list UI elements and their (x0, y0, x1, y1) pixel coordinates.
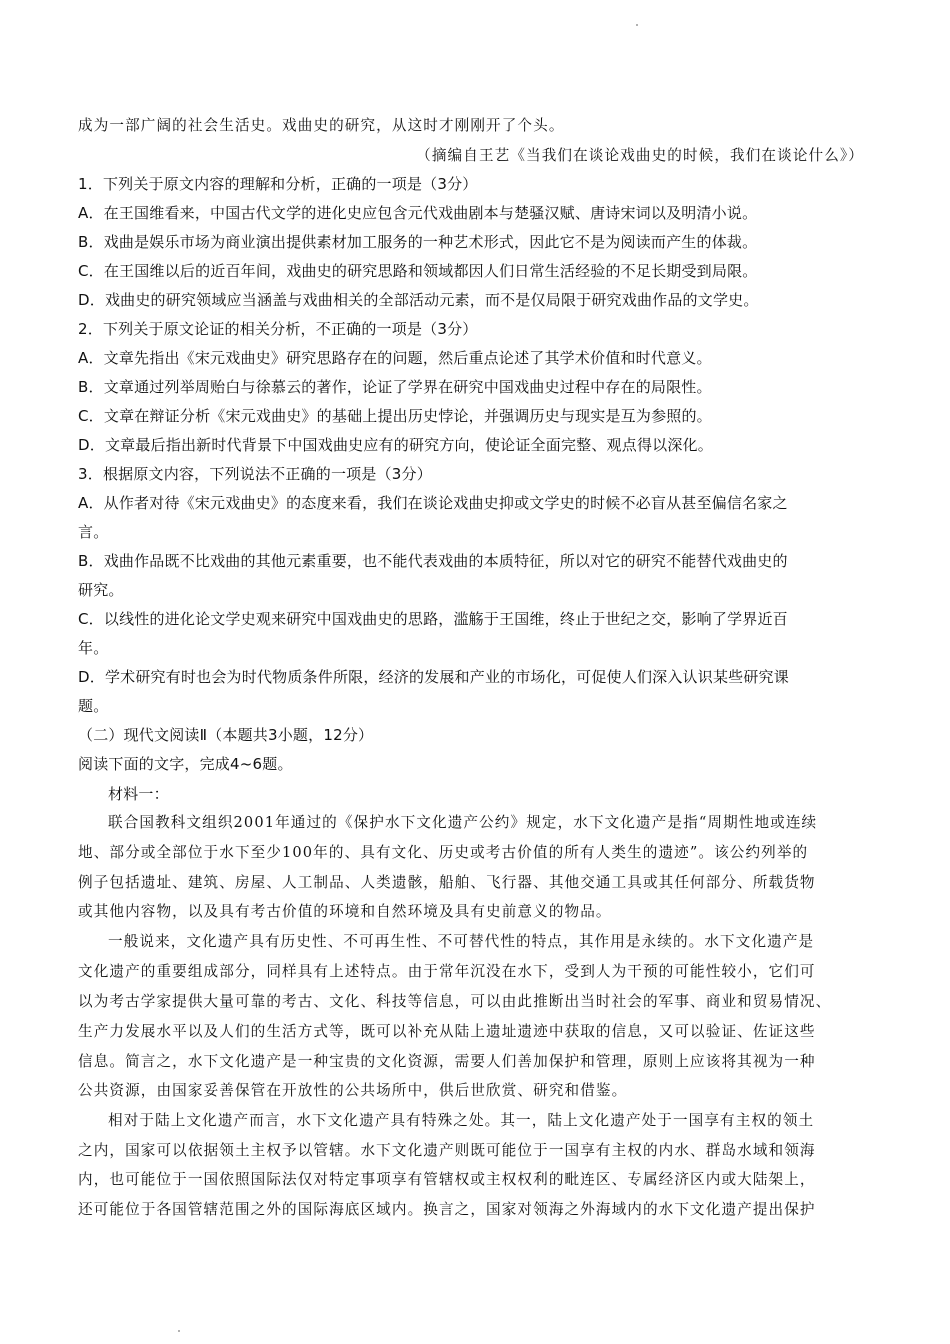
question-3-option-d: D．学术研究有时也会为时代物质条件所限，经济的发展和产业的市场化，可促使人们深入认识某些研究课 (78, 668, 789, 686)
question-1-option-b: B．戏曲是娱乐市场为商业演出提供素材加工服务的一种艺术形式，因此它不是为阅读而产生的体裁。 (78, 233, 758, 251)
paragraph-2-line-4: 生产力发展水平以及人们的生活方式等，既可以补充从陆上遗址遗迹中获取的信息，又可以验证、佐证这些 (78, 1023, 816, 1040)
question-2-option-b: B．文章通过列举周贻白与徐慕云的著作，论证了学界在研究中国戏曲史过程中存在的局限性。 (78, 378, 712, 396)
section-2-heading: （二）现代文阅读Ⅱ（本题共3小题，12分） (78, 726, 374, 744)
paragraph-1-line-1: 联合国教科文组织2001年通过的《保护水下文化遗产公约》规定，水下文化遗产是指“周期性地或连续 (108, 814, 818, 831)
question-3-option-a: A．从作者对待《宋元戏曲史》的态度来看，我们在谈论戏曲史抑或文学史的时候不必盲从甚至偏信名家之 (78, 494, 788, 512)
question-3-option-c-wrap: 年。 (78, 639, 109, 657)
scan-speck (178, 1330, 180, 1332)
paragraph-3-line-1: 相对于陆上文化遗产而言，水下文化遗产具有特殊之处。其一，陆上文化遗产处于一国享有主权的领土 (108, 1112, 815, 1129)
question-3-option-b-wrap: 研究。 (78, 581, 124, 599)
question-1-option-a: A．在王国维看来，中国古代文学的进化史应包含元代戏曲剧本与楚骚汉赋、唐诗宋词以及明清小说。 (78, 204, 758, 222)
passage-closing-line: 成为一部广阔的社会生活史。戏曲史的研究，从这时才刚刚开了个头。 (78, 117, 565, 134)
paragraph-1-line-4: 或其他内容物，以及具有考古价值的环境和自然环境及具有史前意义的物品。 (78, 903, 612, 920)
question-2-option-c: C．文章在辩证分析《宋元戏曲史》的基础上提出历史悖论，并强调历史与现实是互为参照的。 (78, 407, 712, 425)
section-2-instruction: 阅读下面的文字，完成4~6题。 (78, 755, 293, 773)
paragraph-2-line-5: 信息。简言之，水下文化遗产是一种宝贵的文化资源，需要人们善加保护和管理，原则上应该将其视为一种 (78, 1053, 816, 1070)
question-3-option-c: C．以线性的进化论文学史观来研究中国戏曲史的思路，滥觞于王国维，终止于世纪之交，影响了学界近百 (78, 610, 788, 628)
paragraph-1-line-2: 地、部分或全部位于水下至少100年的、具有文化、历史或考古价值的所有人类生的遗迹”。该公约列举的 (78, 844, 809, 861)
paragraph-1-line-3: 例子包括遗址、建筑、房屋、人工制品、人类遗骸，船舶、飞行器、其他交通工具或其任何部分、所载货物 (78, 874, 816, 891)
paragraph-2-line-3: 以为考古学家提供大量可靠的考古、文化、科技等信息，可以由此推断出当时社会的军事、商业和贸易情况、 (78, 993, 832, 1010)
question-2-option-d: D．文章最后指出新时代背景下中国戏曲史应有的研究方向，使论证全面完整、观点得以深化。 (78, 436, 713, 454)
question-2-option-a: A．文章先指出《宋元戏曲史》研究思路存在的问题，然后重点论述了其学术价值和时代意义。 (78, 349, 712, 367)
question-3-option-b: B．戏曲作品既不比戏曲的其他元素重要，也不能代表戏曲的本质特征，所以对它的研究不能替代戏曲史的 (78, 552, 788, 570)
material-1-label: 材料一： (108, 785, 169, 803)
question-3-option-a-wrap: 言。 (78, 523, 109, 541)
question-1-stem: 1．下列关于原文内容的理解和分析，正确的一项是（3分） (78, 175, 478, 193)
paragraph-2-line-2: 文化遗产的重要组成部分，同样具有上述特点。由于常年沉没在水下，受到人为干预的可能性较小，它们可 (78, 963, 816, 980)
paragraph-3-line-3: 内，也可能位于一国依照国际法仅对特定事项享有管辖权或主权权利的毗连区、专属经济区内或大陆架上， (78, 1171, 816, 1188)
question-3-option-d-wrap: 题。 (78, 697, 109, 715)
paragraph-2-line-1: 一般说来，文化遗产具有历史性、不可再生性、不可替代性的特点，其作用是永续的。水下文化遗产是 (108, 933, 815, 950)
paragraph-3-line-2: 之内，国家可以依据领土主权予以管辖。水下文化遗产则既可能位于一国享有主权的内水、群岛水域和领海 (78, 1142, 816, 1159)
question-1-option-c: C．在王国维以后的近百年间，戏曲史的研究思路和领域都因人们日常生活经验的不足长期受到局限。 (78, 262, 758, 280)
question-1-option-d: D．戏曲史的研究领域应当涵盖与戏曲相关的全部活动元素，而不是仅局限于研究戏曲作品的文学史。 (78, 291, 759, 309)
scan-speck (636, 24, 638, 26)
paragraph-3-line-4: 还可能位于各国管辖范围之外的国际海底区域内。换言之，国家对领海之外海域内的水下文化遗产提出保护 (78, 1201, 816, 1218)
passage-citation: （摘编自王艺《当我们在谈论戏曲史的时候，我们在谈论什么》） (416, 147, 864, 164)
paragraph-2-line-6: 公共资源，由国家妥善保管在开放性的公共场所中，供后世欣赏、研究和借鉴。 (78, 1082, 628, 1099)
question-3-stem: 3．根据原文内容，下列说法不正确的一项是（3分） (78, 465, 432, 483)
question-2-stem: 2．下列关于原文论证的相关分析，不正确的一项是（3分） (78, 320, 478, 338)
